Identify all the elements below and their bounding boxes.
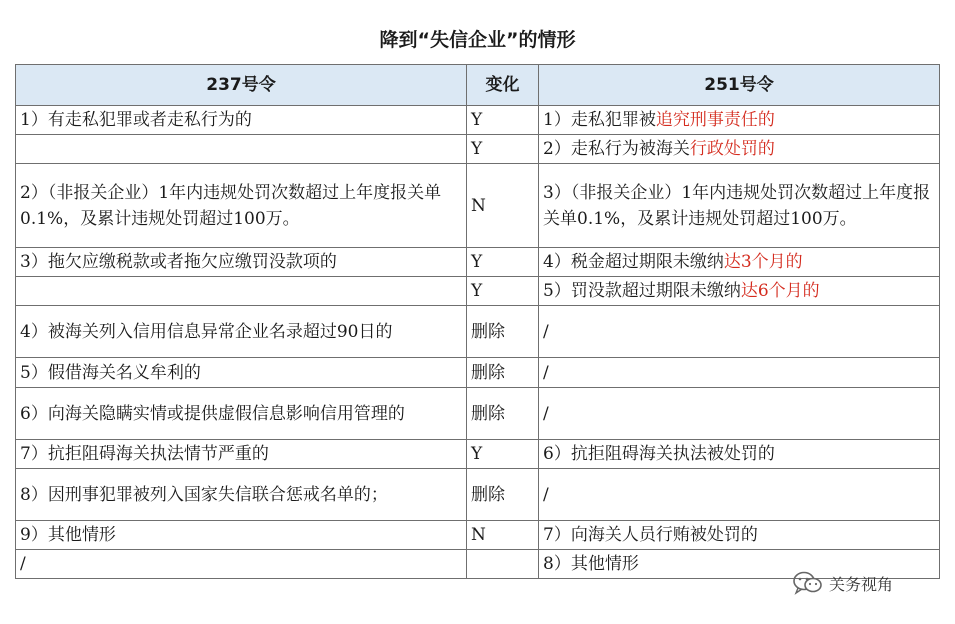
table-row (16, 521, 940, 550)
cell-237 (16, 135, 467, 164)
wechat-icon (793, 571, 823, 595)
table-row (16, 164, 940, 248)
cell-251-text: 2）走私行为被海关 (543, 139, 690, 159)
cell-251-text: 3）（非报关企业）1年内违规处罚次数超过上年度报关单0.1%，及累计违规处罚超过100万。 (543, 182, 931, 229)
cell-237: 8）因刑事犯罪被列入国家失信联合惩戒名单的； (16, 469, 467, 521)
cell-change: N (467, 164, 539, 248)
cell-237: 9）其他情形 (16, 521, 467, 550)
watermark (793, 571, 893, 595)
cell-251-text: 4）税金超过期限未缴纳 (543, 252, 724, 272)
table-row (16, 277, 940, 306)
table-row (16, 306, 940, 358)
table-row (16, 358, 940, 388)
cell-change: 删除 (467, 469, 539, 521)
cell-237: 7）抗拒阻碍海关执法情节严重的 (16, 440, 467, 469)
cell-237: 3）拖欠应缴税款或者拖欠应缴罚没款项的 (16, 248, 467, 277)
cell-251-text: / (543, 403, 549, 424)
cell-251-highlight: 追究刑事责任的 (655, 110, 775, 130)
cell-251-text: 5）罚没款超过期限未缴纳 (543, 281, 741, 301)
table-row (16, 135, 940, 164)
table-row (16, 469, 940, 521)
cell-change: 删除 (467, 306, 539, 358)
cell-251 (539, 306, 940, 358)
cell-237: 1）有走私犯罪或者走私行为的 (16, 106, 467, 135)
cell-251-highlight: 达3个月的 (723, 252, 803, 272)
cell-251 (539, 388, 940, 440)
cell-change: Y (467, 135, 539, 164)
cell-251 (539, 521, 940, 550)
cell-237: 4）被海关列入信用信息异常企业名录超过90日的 (16, 306, 467, 358)
cell-251 (539, 469, 940, 521)
cell-251 (539, 106, 940, 135)
cell-251-text: 7）向海关人员行贿被处罚的 (543, 525, 758, 545)
cell-251-text: / (543, 484, 549, 505)
cell-237: 6）向海关隐瞒实情或提供虚假信息影响信用管理的 (16, 388, 467, 440)
cell-change (467, 550, 539, 579)
cell-251 (539, 164, 940, 248)
header-251: 251号令 (539, 65, 940, 106)
cell-251-text: 8）其他情形 (543, 554, 639, 574)
table-header-row (16, 65, 940, 106)
cell-251-highlight: 达6个月的 (740, 281, 820, 301)
table-row (16, 388, 940, 440)
cell-251-text: 1）走私犯罪被 (543, 110, 656, 130)
cell-251-text: 6）抗拒阻碍海关执法被处罚的 (543, 444, 775, 464)
comparison-table (15, 64, 940, 579)
cell-251 (539, 440, 940, 469)
cell-251 (539, 135, 940, 164)
header-237: 237号令 (16, 65, 467, 106)
cell-251-highlight: 行政处罚的 (689, 139, 775, 159)
table-row (16, 248, 940, 277)
cell-237: 2）（非报关企业）1年内违规处罚次数超过上年度报关单0.1%，及累计违规处罚超过100万。 (16, 164, 467, 248)
table-row (16, 106, 940, 135)
cell-237 (16, 277, 467, 306)
cell-251 (539, 358, 940, 388)
cell-change: Y (467, 248, 539, 277)
cell-change: Y (467, 277, 539, 306)
cell-change: 删除 (467, 388, 539, 440)
cell-change: Y (467, 440, 539, 469)
page-title: 降到“失信企业”的情形 (379, 29, 576, 51)
cell-change: N (467, 521, 539, 550)
table-row (16, 440, 940, 469)
cell-251-text: / (543, 321, 549, 342)
cell-237: 5）假借海关名义牟利的 (16, 358, 467, 388)
cell-251-text: / (543, 362, 549, 383)
watermark-text: 关务视角 (829, 574, 894, 594)
header-change: 变化 (467, 65, 539, 106)
cell-change: 删除 (467, 358, 539, 388)
cell-251 (539, 277, 940, 306)
cell-251 (539, 248, 940, 277)
cell-237: / (16, 550, 467, 579)
cell-change: Y (467, 106, 539, 135)
